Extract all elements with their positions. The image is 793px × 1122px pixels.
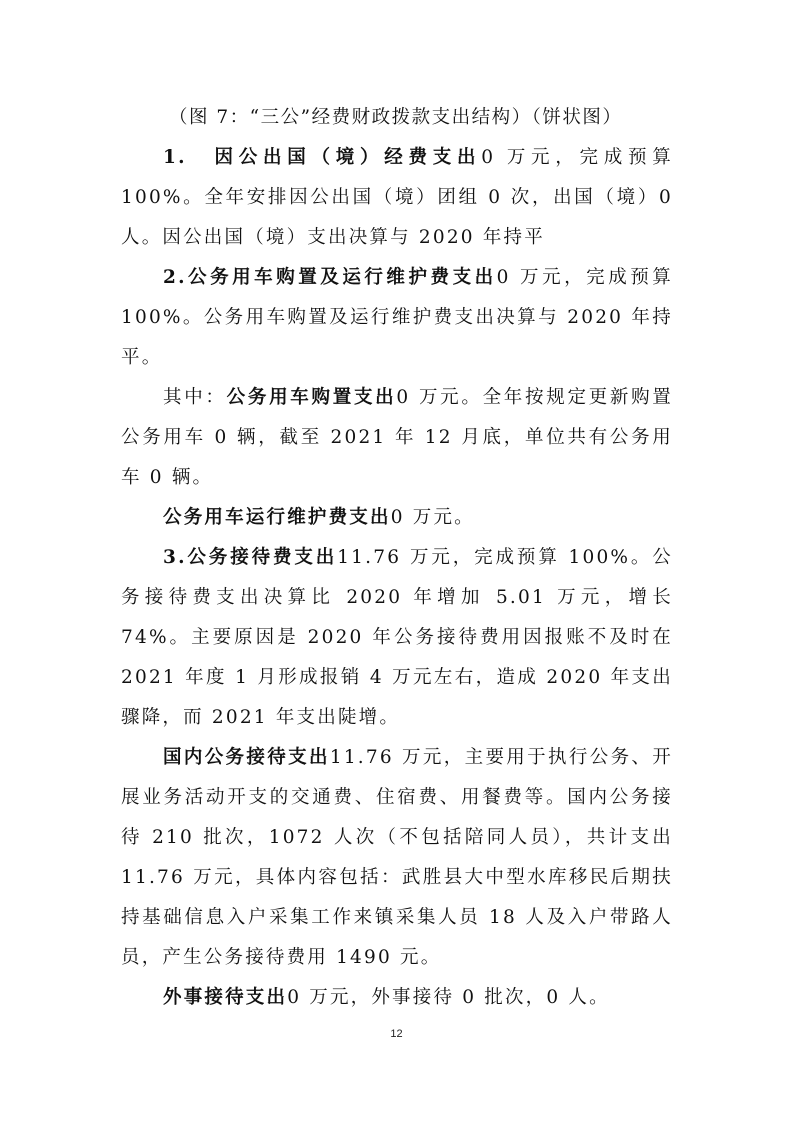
vehicle-purchase-prefix: 其中： [163, 387, 227, 408]
paragraph-foreign-reception [121, 978, 673, 1018]
paragraph-vehicle-expense [121, 258, 673, 378]
paragraph-domestic-reception [121, 738, 673, 978]
vehicle-expense-label: 2.公务用车购置及运行维护费支出 [163, 267, 497, 288]
paragraph-overseas-expense [121, 138, 673, 258]
vehicle-purchase-text: 0 万元。全年按规定更新购置公务用车 0 辆，截至 2021 年 12 月底，单位共有公务用车 0 辆。 [121, 387, 673, 488]
reception-expense-text: 11.76 万元，完成预算 100%。公务接待费支出决算比 2020 年增加 5.01 万元，增长 74%。主要原因是 2020 年公务接待费用因报账不及时在 2021 年度 1 月形成报销 4 万元左右，造成 2020 年支出骤降，而 2021 年支出陡增。 [121, 547, 673, 728]
paragraph-vehicle-maintenance [121, 498, 673, 538]
vehicle-maintenance-label: 公务用车运行维护费支出 [163, 507, 391, 528]
foreign-reception-text: 0 万元，外事接待 0 批次，0 人。 [287, 987, 610, 1008]
vehicle-maintenance-text: 0 万元。 [390, 507, 475, 528]
figure-caption: （图 7：“三公”经费财政拨款支出结构）（饼状图） [169, 107, 623, 128]
domestic-reception-label: 国内公务接待支出 [163, 747, 330, 768]
domestic-reception-text: 11.76 万元，主要用于执行公务、开展业务活动开支的交通费、住宿费、用餐费等。国内公务接待 210 批次，1072 人次（不包括陪同人员），共计支出 11.76 万元，具体内容包括：武胜县大中型水库移民后期扶持基础信息入户采集工作来镇采集人员 18 人及入户带路人员，产生公务接待费用 1490 元。 [121, 747, 673, 968]
overseas-expense-label: 1. 因公出国（境）经费支出 [163, 147, 482, 168]
foreign-reception-label: 外事接待支出 [163, 987, 288, 1008]
overseas-expense-text: 0 万元，完成预算 100%。全年安排因公出国（境）团组 0 次，出国（境）0 人。因公出国（境）支出决算与 2020 年持平 [121, 147, 673, 248]
document-body [121, 98, 673, 1018]
page-number: 12 [390, 1028, 403, 1040]
vehicle-expense-text: 0 万元，完成预算100%。公务用车购置及运行维护费支出决算与 2020 年持平。 [121, 267, 674, 368]
paragraph-vehicle-purchase [121, 378, 673, 498]
paragraph-reception-expense [121, 538, 673, 738]
reception-expense-label: 3.公务接待费支出 [163, 547, 338, 568]
vehicle-purchase-label: 公务用车购置支出 [226, 387, 397, 408]
